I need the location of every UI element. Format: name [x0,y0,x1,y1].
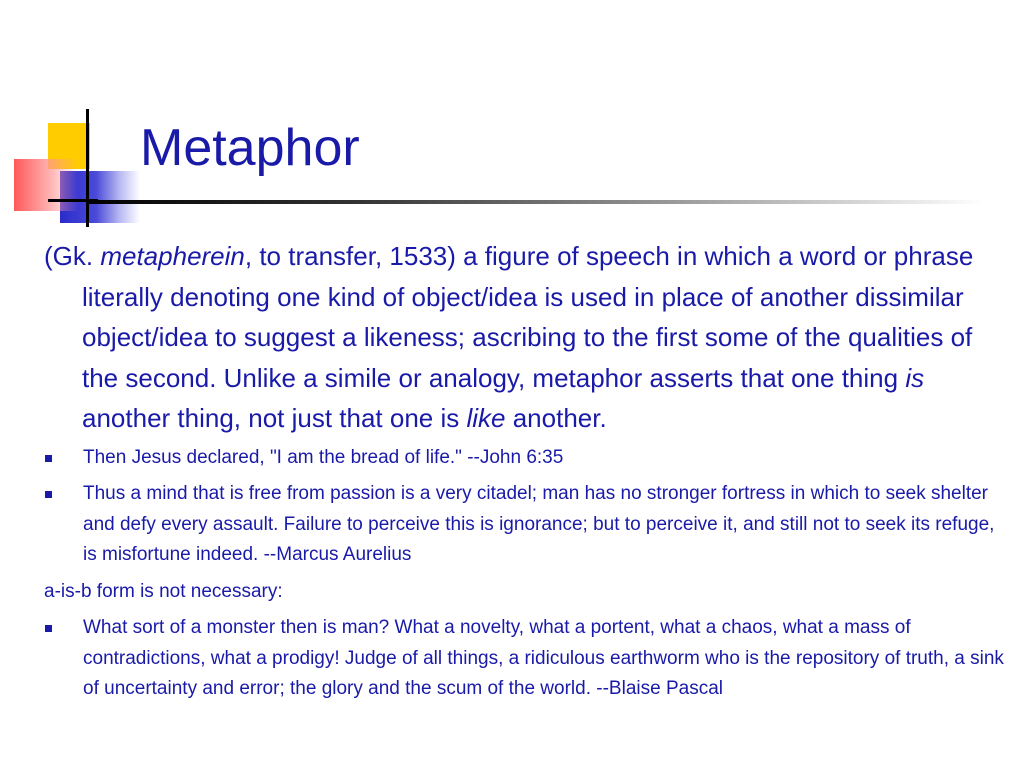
bullet-text: Thus a mind that is free from passion is a very citadel; man has no stronger fortress in which to seek shelter and defy every assault. Failure to perceive this is ignorance; but to perceive it, and still not to seek its refuge, is misfortune indeed. --Marcus Aurelius [83,483,995,565]
slide-title: Metaphor [140,119,360,177]
definition-middle: , to transfer, 1533) a figure of speech in which a word or phrase literally denoting one kind of object/idea is used in place of another dissimilar object/idea to suggest a likeness; ascribing to the first some of the qualities of the second. Unlike a simile or analogy, metaphor asserts that one thing [82,241,974,393]
logo-vertical-line [86,109,89,227]
title-divider [86,200,986,204]
definition-paragraph [44,236,1004,439]
definition-like: like [466,403,506,433]
bullet-text: Then Jesus declared, "I am the bread of life." --John 6:35 [83,446,564,468]
definition-middle2: another thing, not just that one is [82,403,467,433]
bullet-item-pascal [44,613,1004,705]
definition-suffix: another. [505,403,607,433]
bullet-marker-icon [45,455,52,462]
definition-prefix: (Gk. [44,241,101,271]
logo-red-square [14,159,78,211]
slide-content [44,236,1004,705]
definition-term: metapherein [100,241,245,271]
definition-is: is [905,362,925,393]
bullet-item-aurelius [44,479,1004,571]
bullet-item-john [44,443,1004,474]
form-note: a-is-b form is not necessary: [44,580,283,602]
bullet-text: What sort of a monster then is man? What a novelty, what a portent, what a chaos, what a mass of contradictions, what a prodigy! Judge of all things, a ridiculous earthworm who is the repository of truth, a sink of uncertainty and error; the glory and the scum of the world. --Blaise Pascal [83,617,1004,699]
bullet-marker-icon [45,625,52,632]
slide-logo-decoration [10,105,150,230]
bullet-marker-icon [45,491,52,498]
